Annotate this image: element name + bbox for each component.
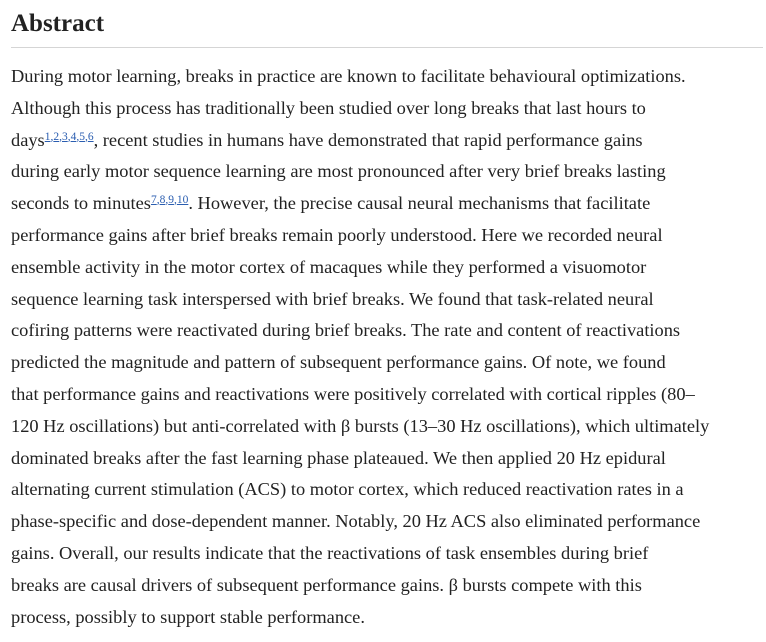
citation-link[interactable]: 7 (150, 194, 157, 207)
citation-separator: , (59, 130, 62, 143)
citation-separator: , (156, 194, 160, 207)
citation-link[interactable]: 10 (176, 194, 189, 207)
abstract-line: ensemble activity in the motor cortex of macaques while they performed a visuomotor (11, 256, 647, 277)
citation-link[interactable]: 6 (87, 130, 94, 143)
abstract-line: alternating current stimulation (ACS) to motor cortex, which reduced reactivation rates in a (11, 479, 684, 500)
abstract-line: that performance gains and reactivations were positively correlated with cortical ripples (80– (11, 383, 695, 404)
line-text: , recent studies in humans have demonstrated that rapid performance gains (93, 129, 643, 150)
abstract-section (11, 0, 763, 633)
abstract-line: breaks are causal drivers of subsequent performance gains. β bursts compete with this (11, 574, 642, 595)
abstract-line: During motor learning, breaks in practice are known to facilitate behavioural optimizations. (11, 66, 686, 86)
citation-link[interactable]: 8 (159, 194, 166, 207)
abstract-line: performance gains after brief breaks remain poorly understood. Here we recorded neural (11, 224, 663, 245)
abstract-line (11, 125, 763, 157)
abstract-heading: Abstract (11, 0, 763, 48)
citation-refs-7-10 (151, 194, 188, 206)
abstract-line: sequence learning task interspersed with brief breaks. We found that task-related neural (11, 288, 654, 309)
citation-refs-1-6 (45, 131, 94, 143)
citation-link[interactable]: 5 (79, 130, 85, 143)
line-text: days (11, 129, 45, 150)
citation-link[interactable]: 2 (53, 130, 60, 143)
citation-separator: , (173, 194, 177, 207)
citation-separator: , (76, 130, 80, 143)
abstract-line: during early motor sequence learning are most pronounced after very brief breaks lasting (11, 161, 666, 182)
abstract-line: gains. Overall, our results indicate that the reactivations of task ensembles during brief (11, 542, 649, 563)
abstract-line: Although this process has traditionally been studied over long breaks that last hours to (11, 97, 646, 118)
abstract-line (11, 188, 763, 220)
abstract-body (11, 48, 763, 633)
citation-link[interactable]: 1 (44, 130, 51, 143)
citation-separator: , (165, 194, 169, 207)
abstract-line: 120 Hz oscillations) but anti-correlated with β bursts (13–30 Hz oscillations), which ultimately (11, 415, 710, 436)
abstract-line: phase-specific and dose-dependent manner. Notably, 20 Hz ACS also eliminated performance (11, 511, 701, 532)
line-text: seconds to minutes (11, 193, 151, 214)
citation-link[interactable]: 9 (168, 194, 174, 207)
citation-separator: , (84, 130, 88, 143)
line-text: . However, the precise causal neural mechanisms that facilitate (188, 193, 651, 214)
abstract-line: process, possibly to support stable performance. (11, 606, 365, 627)
abstract-line: cofiring patterns were reactivated during brief breaks. The rate and content of reactivations (11, 320, 681, 341)
abstract-line: predicted the magnitude and pattern of subsequent performance gains. Of note, we found (11, 352, 666, 373)
citation-separator: , (50, 130, 54, 143)
citation-separator: , (67, 130, 71, 143)
abstract-line: dominated breaks after the fast learning phase plateaued. We then applied 20 Hz epidural (11, 447, 666, 468)
citation-link[interactable]: 3 (61, 130, 68, 143)
citation-link[interactable]: 4 (70, 130, 77, 143)
